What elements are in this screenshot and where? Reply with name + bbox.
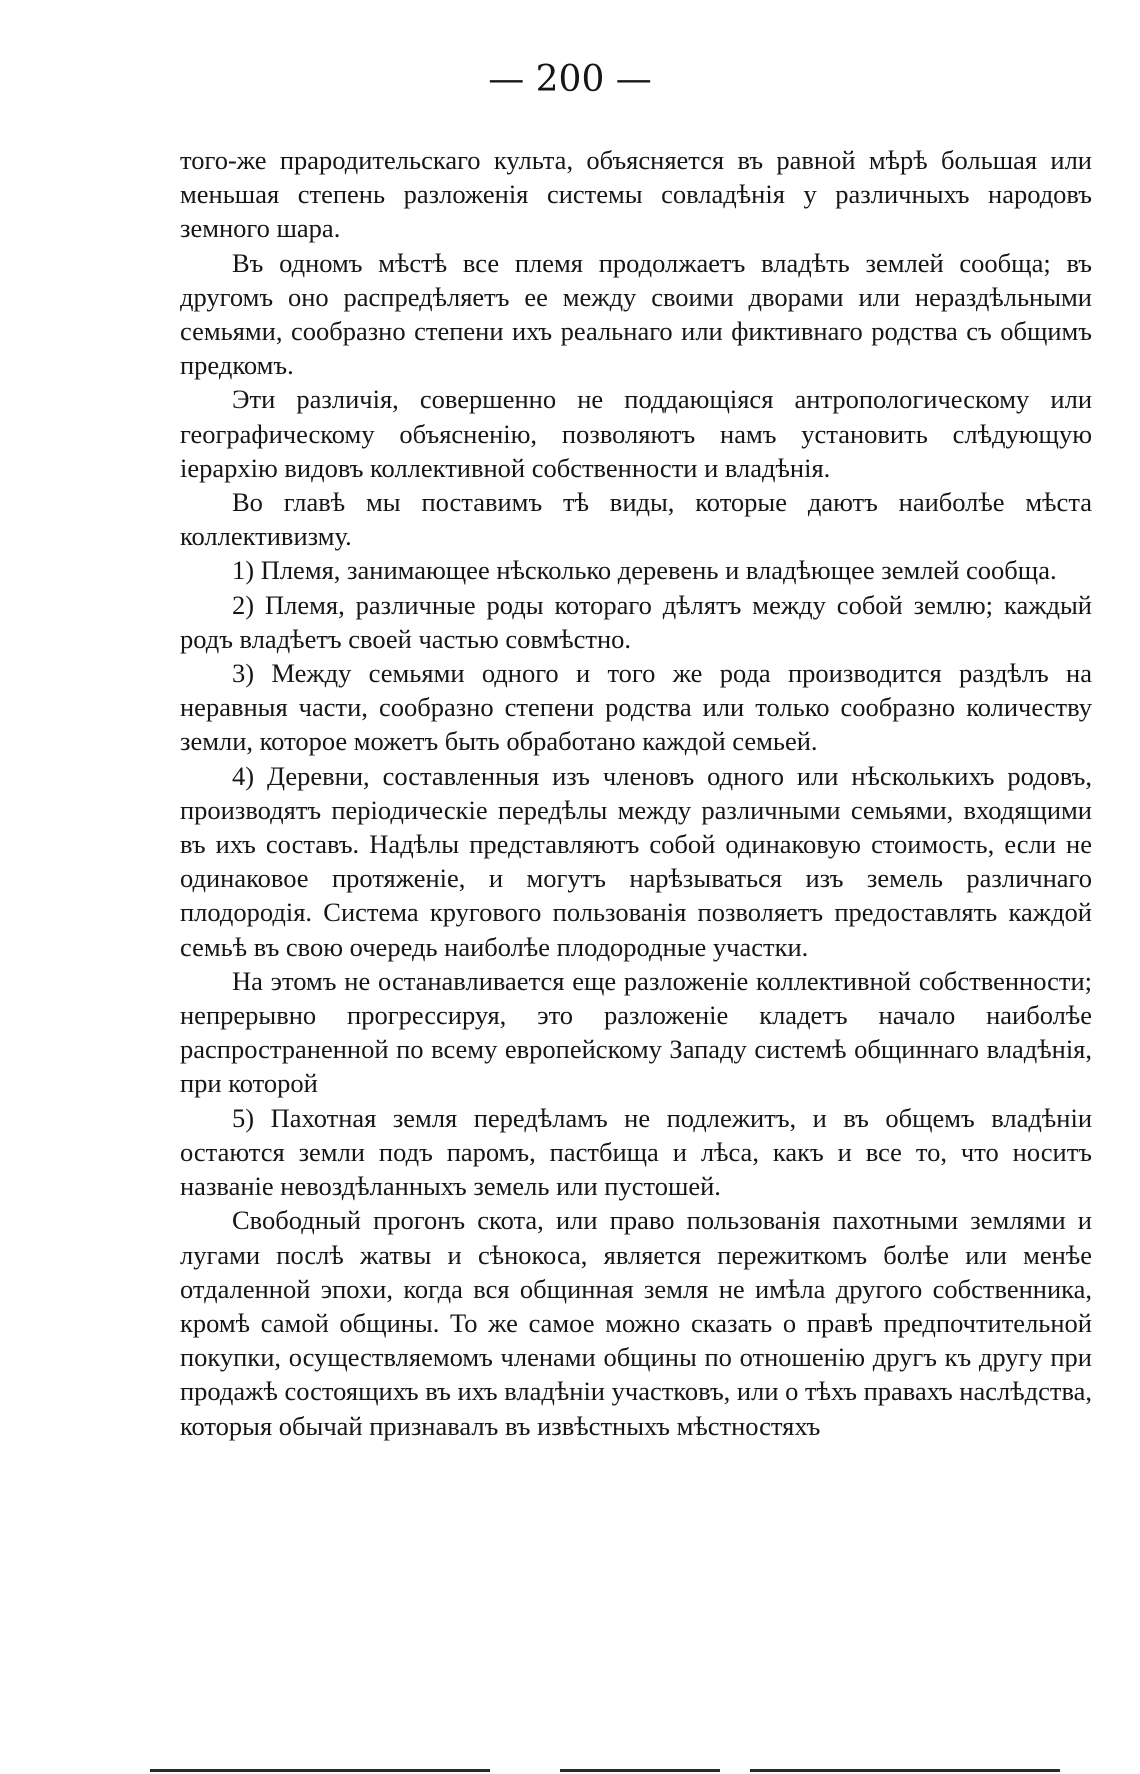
paragraph-continuation: того-же прародительскаго культа, объясняется въ равной мѣрѣ большая или меньшая степень разложенія системы совладѣнія у различныхъ народовъ земного шара. (180, 145, 1092, 244)
paragraph: Эти различія, совершенно не поддающіяся антропологическому или географическому объясненію, позволяютъ намъ установить слѣдующую іерархію видовъ коллективной собственности и владѣнія. (180, 384, 1092, 483)
list-item-5: 5) Пахотная земля передѣламъ не подлежитъ, и въ общемъ владѣніи остаются земли подъ паромъ, пастбища и лѣса, какъ и все то, что носитъ названіе невоздѣланныхъ земель или пустошей. (180, 1102, 1092, 1202)
page-number: — 200 — (488, 59, 652, 100)
list-item-2: 2) Племя, различные роды котораго дѣлятъ между собой землю; каждый родъ владѣетъ своей частью совмѣстно. (180, 589, 1092, 654)
list-item-1: 1) Племя, занимающее нѣсколько деревень и владѣющее землей сообща. (232, 555, 1057, 586)
footer-rule-left (150, 1769, 490, 1772)
paragraph: Свободный прогонъ скота, или право пользованія пахотными землями и лугами послѣ жатвы и сѣнокоса, является пережиткомъ болѣе или менѣе отдаленной эпохи, когда вся общинная земля не имѣла другого собственника, кромѣ самой общины. То же самое можно сказать о правѣ предпочтительной покупки, осуществляемомъ членами общины по отношенію другъ къ другу при продажѣ состоящихъ въ ихъ владѣніи участковъ, или о тѣхъ правахъ наслѣдства, которыя обычай признавалъ въ извѣстныхъ мѣстностяхъ (180, 1205, 1092, 1441)
list-item-3: 3) Между семьями одного и того же рода производится раздѣлъ на неравныя части, сообразно степени родства или только сообразно количеству земли, которое можетъ быть обработано каждой семьей. (180, 658, 1092, 757)
paragraph: Во главѣ мы поставимъ тѣ виды, которые даютъ наиболѣе мѣста коллективизму. (180, 487, 1092, 552)
footer-rule-right (750, 1769, 1060, 1772)
paragraph: Въ одномъ мѣстѣ все племя продолжаетъ владѣть землей сообща; въ другомъ оно распредѣляетъ ее между своими дворами или нераздѣльными семьями, сообразно степени ихъ реальнаго или фиктивнаго родства съ общимъ предкомъ. (180, 247, 1092, 381)
list-item-4: 4) Деревни, составленныя изъ членовъ одного или нѣсколькихъ родовъ, производятъ періодическіе передѣлы между различными семьями, входящими въ ихъ составъ. Надѣлы представляютъ собой одинаковую стоимость, если не одинаковое протяженіе, и могутъ нарѣзываться изъ земель различнаго плодородія. Система кругового пользованія позволяетъ предоставлять каждой семьѣ въ свою очередь наиболѣе плодородные участки. (180, 760, 1092, 962)
body-text (180, 143, 1092, 1443)
paragraph: На этомъ не останавливается еще разложеніе коллективной собственности; непрерывно прогрессируя, это разложеніе кладетъ начало наиболѣе распространенной по всему европейскому Западу системѣ общиннаго владѣнія, при которой (180, 965, 1092, 1099)
footer-rule-middle (560, 1769, 720, 1772)
